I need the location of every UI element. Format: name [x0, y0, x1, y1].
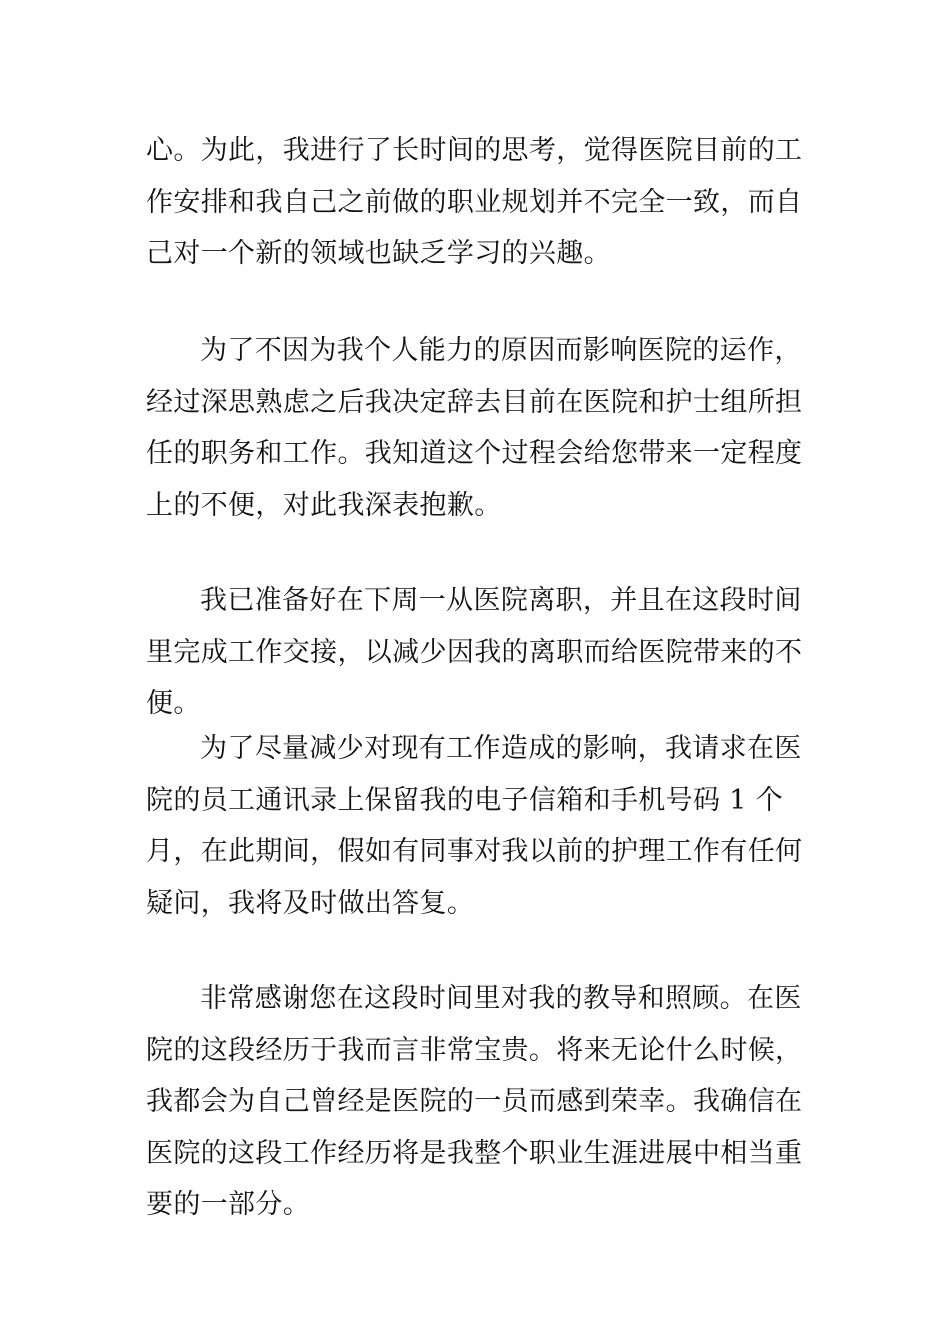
paragraph-contact-retention: 为了尽量减少对现有工作造成的影响，我请求在医院的员工通讯录上保留我的电子信箱和手机号码 1 个月，在此期间，假如有同事对我以前的护理工作有任何疑问，我将及时做出答复。 [146, 733, 803, 919]
paragraph-continuation: 心。为此，我进行了长时间的思考，觉得医院目前的工作安排和我自己之前做的职业规划并不完全一致，而自己对一个新的领域也缺乏学习的兴趣。 [146, 135, 803, 270]
paragraph-gratitude: 非常感谢您在这段时间里对我的教导和照顾。在医院的这段经历于我而言非常宝贵。将来无论什么时候，我都会为自己曾经是医院的一员而感到荣幸。我确信在医院的这段工作经历将是我整个职业生涯进展中相当重要的一部分。 [146, 983, 803, 1221]
paragraph-departure-date: 我已准备好在下周一从医院离职，并且在这段时间里完成工作交接，以减少因我的离职而给医院带来的不便。 [146, 585, 803, 720]
paragraph-resignation-decision: 为了不因为我个人能力的原因而影响医院的运作，经过深思熟虑之后我决定辞去目前在医院和护士组所担任的职务和工作。我知道这个过程会给您带来一定程度上的不便，对此我深表抱歉。 [146, 335, 803, 521]
